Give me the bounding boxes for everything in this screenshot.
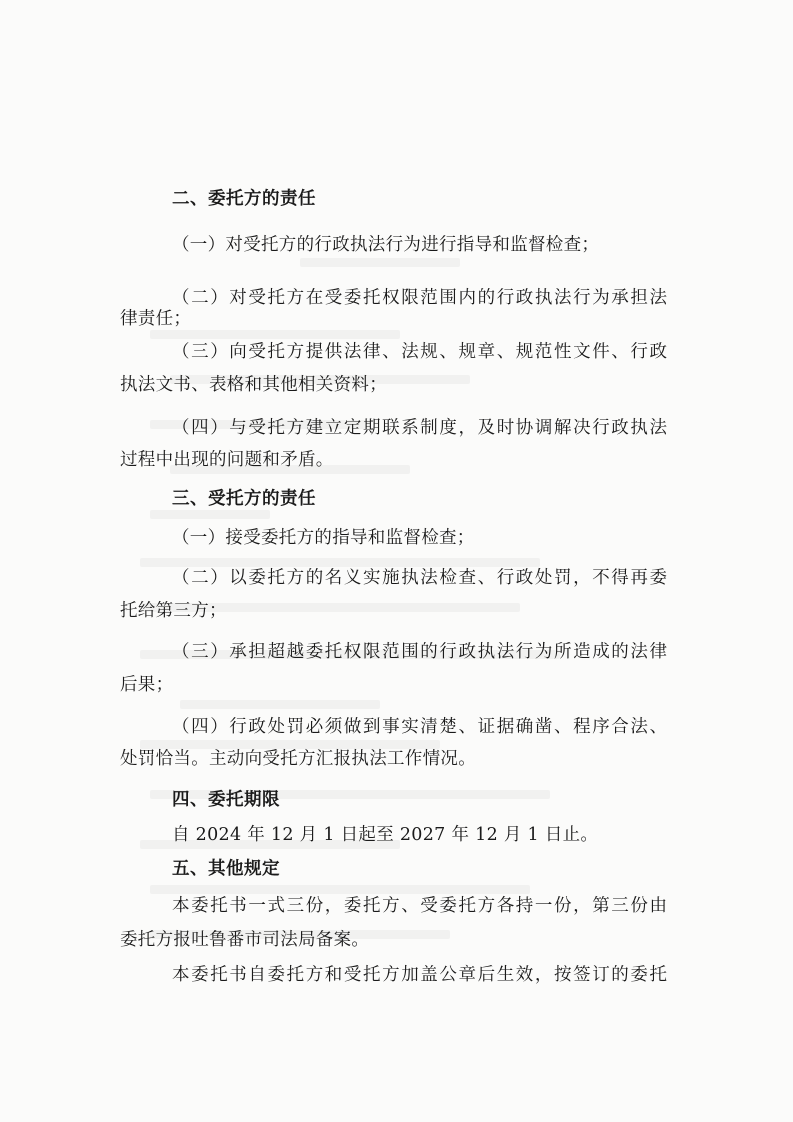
- section-heading-4: 四、委托期限: [172, 790, 280, 810]
- paragraph-line: （三）承担超越委托权限范围的行政执法行为所造成的法律: [172, 642, 669, 662]
- section-heading-5: 五、其他规定: [172, 859, 280, 879]
- paragraph-line: 自 2024 年 12 月 1 日起至 2027 年 12 月 1 日止。: [172, 825, 599, 845]
- paragraph-line: 本委托书自委托方和受托方加盖公章后生效，按签订的委托: [172, 965, 669, 985]
- paragraph-line: 托给第三方；: [120, 601, 227, 621]
- section-heading-3: 三、受托方的责任: [172, 489, 316, 509]
- paragraph-line: 执法文书、表格和其他相关资料；: [120, 375, 387, 395]
- paragraph-line: 过程中出现的问题和矛盾。: [120, 450, 334, 470]
- paragraph-line: 后果；: [120, 675, 174, 695]
- paragraph-line: （三）向受托方提供法律、法规、规章、规范性文件、行政: [172, 342, 669, 362]
- paragraph-line: （一）接受委托方的指导和监督检查；: [172, 528, 475, 548]
- paragraph-line: （四）与受托方建立定期联系制度，及时协调解决行政执法: [172, 418, 669, 438]
- paragraph-line: 律责任；: [120, 309, 192, 329]
- paragraph-line: 本委托书一式三份，委托方、受委托方各持一份，第三份由: [172, 896, 669, 916]
- paragraph-line: （二）对受托方在受委托权限范围内的行政执法行为承担法: [172, 288, 669, 308]
- section-heading-2: 二、委托方的责任: [172, 189, 316, 209]
- paragraph-line: （四）行政处罚必须做到事实清楚、证据确凿、程序合法、: [172, 717, 669, 737]
- paragraph-line: （一）对受托方的行政执法行为进行指导和监督检查；: [172, 235, 600, 255]
- paragraph-line: 处罚恰当。主动向受托方汇报执法工作情况。: [120, 749, 476, 769]
- paragraph-line: 委托方报吐鲁番市司法局备案。: [120, 930, 370, 950]
- paragraph-line: （二）以委托方的名义实施执法检查、行政处罚，不得再委: [172, 568, 669, 588]
